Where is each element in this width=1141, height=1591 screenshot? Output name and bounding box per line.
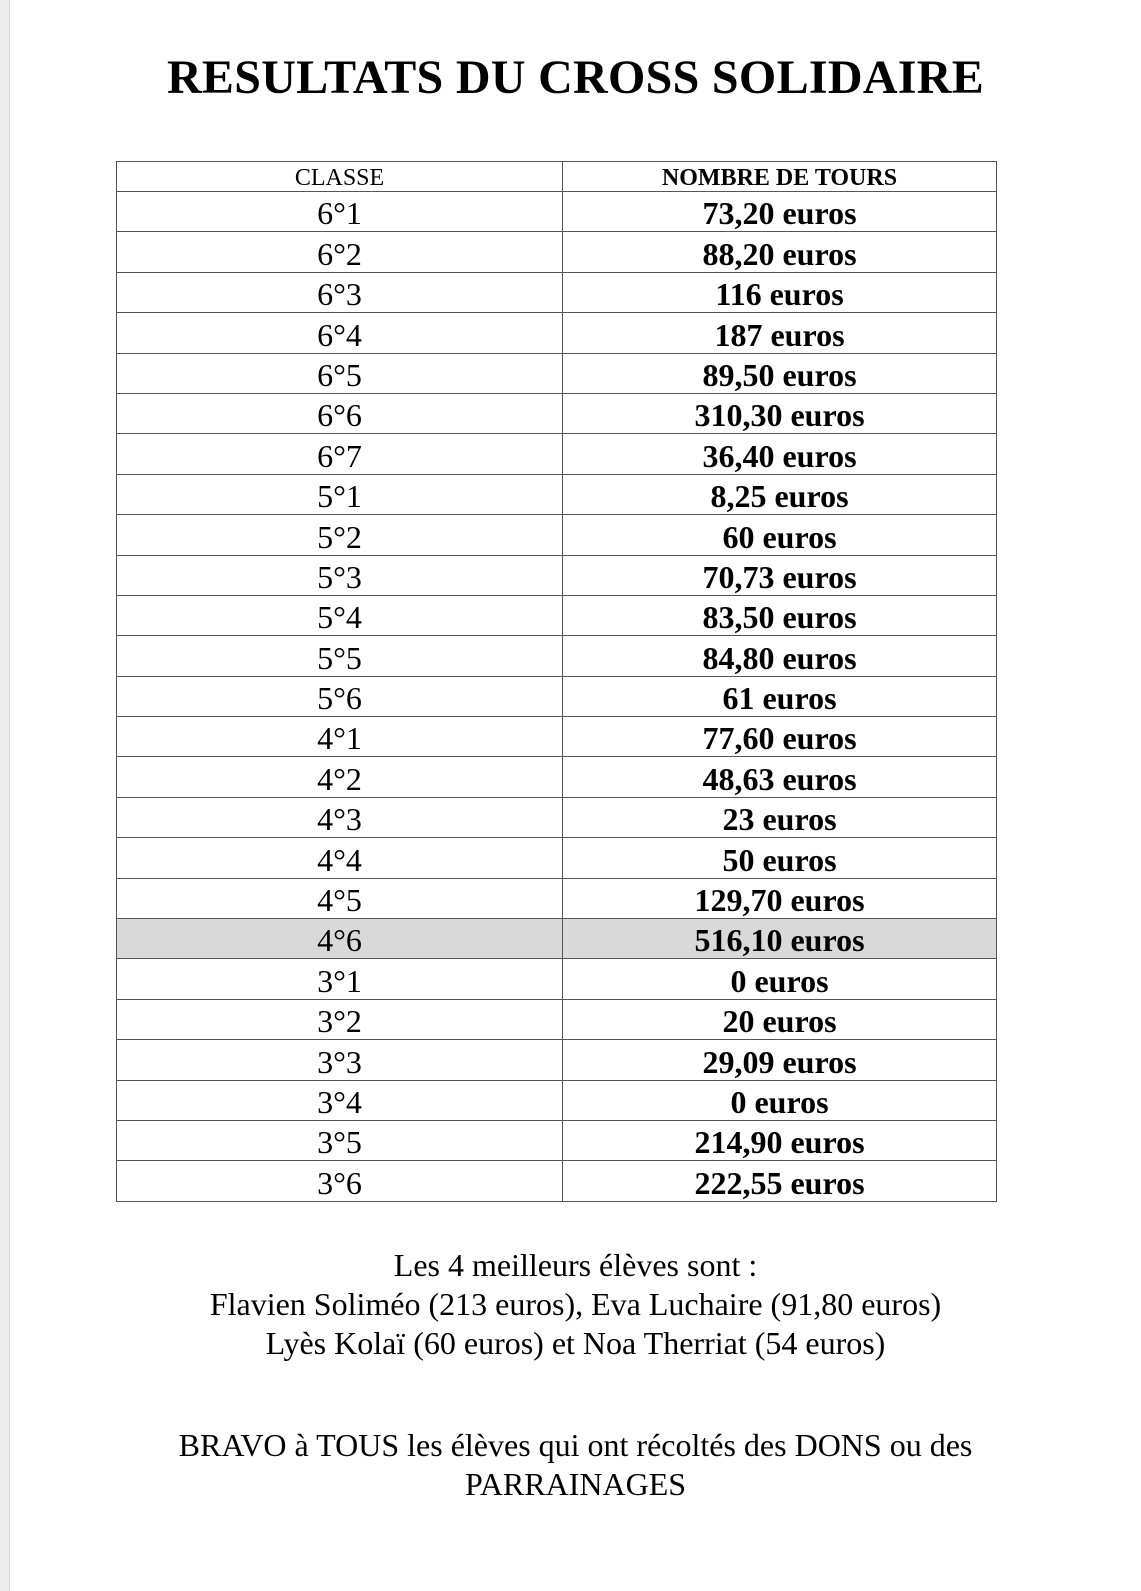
best-students-line-1: Flavien Soliméo (213 euros), Eva Luchaire (91,80 euros)	[209, 1286, 942, 1322]
amount-cell: 129,70 euros	[563, 878, 997, 918]
table-row	[117, 1120, 997, 1160]
amount-cell: 116 euros	[563, 272, 997, 312]
class-cell: 4°1	[117, 717, 563, 757]
class-cell: 6°6	[117, 393, 563, 433]
amount-cell: 310,30 euros	[563, 393, 997, 433]
table-row	[117, 1080, 997, 1120]
column-header-classe: CLASSE	[117, 162, 563, 192]
table-row	[117, 838, 997, 878]
table-row	[117, 434, 997, 474]
amount-cell: 36,40 euros	[563, 434, 997, 474]
amount-cell: 60 euros	[563, 515, 997, 555]
table-row	[117, 1040, 997, 1080]
amount-cell: 0 euros	[563, 959, 997, 999]
table-row	[117, 797, 997, 837]
table-row	[117, 676, 997, 716]
class-cell: 4°4	[117, 838, 563, 878]
class-cell: 5°1	[117, 474, 563, 514]
class-cell: 3°1	[117, 959, 563, 999]
class-cell: 6°2	[117, 232, 563, 272]
table-row	[117, 717, 997, 757]
amount-cell: 516,10 euros	[563, 919, 997, 959]
class-cell: 3°4	[117, 1080, 563, 1120]
table-row	[117, 232, 997, 272]
table-row	[117, 878, 997, 918]
class-cell: 4°2	[117, 757, 563, 797]
table-row	[117, 999, 997, 1039]
amount-cell: 222,55 euros	[563, 1161, 997, 1201]
results-table	[116, 161, 997, 1202]
table-row	[117, 515, 997, 555]
amount-cell: 83,50 euros	[563, 595, 997, 635]
table-row	[117, 636, 997, 676]
amount-cell: 50 euros	[563, 838, 997, 878]
table-row	[117, 272, 997, 312]
table-row	[117, 1161, 997, 1201]
amount-cell: 20 euros	[563, 999, 997, 1039]
amount-cell: 214,90 euros	[563, 1120, 997, 1160]
class-cell: 5°4	[117, 595, 563, 635]
amount-cell: 29,09 euros	[563, 1040, 997, 1080]
class-cell: 3°5	[117, 1120, 563, 1160]
class-cell: 4°5	[117, 878, 563, 918]
table-row	[117, 192, 997, 232]
class-cell: 4°6	[117, 919, 563, 959]
class-cell: 6°3	[117, 272, 563, 312]
class-cell: 6°1	[117, 192, 563, 232]
amount-cell: 73,20 euros	[563, 192, 997, 232]
bravo-message	[0, 1426, 1141, 1504]
table-row	[117, 595, 997, 635]
amount-cell: 8,25 euros	[563, 474, 997, 514]
table-body	[117, 192, 997, 1202]
table-row	[117, 757, 997, 797]
class-cell: 3°3	[117, 1040, 563, 1080]
class-cell: 5°6	[117, 676, 563, 716]
best-students-line-2: Lyès Kolaï (60 euros) et Noa Therriat (54 euros)	[265, 1325, 886, 1361]
column-header-nombre-de-tours: NOMBRE DE TOURS	[563, 162, 997, 192]
amount-cell: 77,60 euros	[563, 717, 997, 757]
best-students-text	[0, 1246, 1141, 1363]
amount-cell: 61 euros	[563, 676, 997, 716]
table-row	[117, 555, 997, 595]
table-row	[117, 919, 997, 959]
amount-cell: 70,73 euros	[563, 555, 997, 595]
class-cell: 3°6	[117, 1161, 563, 1201]
amount-cell: 187 euros	[563, 313, 997, 353]
best-students-intro: Les 4 meilleurs élèves sont :	[393, 1247, 758, 1283]
amount-cell: 23 euros	[563, 797, 997, 837]
class-cell: 6°7	[117, 434, 563, 474]
amount-cell: 88,20 euros	[563, 232, 997, 272]
class-cell: 5°2	[117, 515, 563, 555]
amount-cell: 48,63 euros	[563, 757, 997, 797]
bravo-line-1: BRAVO à TOUS les élèves qui ont récoltés des DONS ou des	[178, 1427, 973, 1463]
class-cell: 4°3	[117, 797, 563, 837]
table-row	[117, 353, 997, 393]
class-cell: 5°3	[117, 555, 563, 595]
class-cell: 5°5	[117, 636, 563, 676]
table-row	[117, 474, 997, 514]
page-title: RESULTATS DU CROSS SOLIDAIRE	[166, 51, 985, 104]
table-row	[117, 393, 997, 433]
table-header-row	[117, 162, 997, 192]
class-cell: 6°4	[117, 313, 563, 353]
amount-cell: 89,50 euros	[563, 353, 997, 393]
class-cell: 6°5	[117, 353, 563, 393]
amount-cell: 84,80 euros	[563, 636, 997, 676]
table-row	[117, 313, 997, 353]
bravo-line-2: PARRAINAGES	[464, 1466, 687, 1502]
table-row	[117, 959, 997, 999]
class-cell: 3°2	[117, 999, 563, 1039]
amount-cell: 0 euros	[563, 1080, 997, 1120]
